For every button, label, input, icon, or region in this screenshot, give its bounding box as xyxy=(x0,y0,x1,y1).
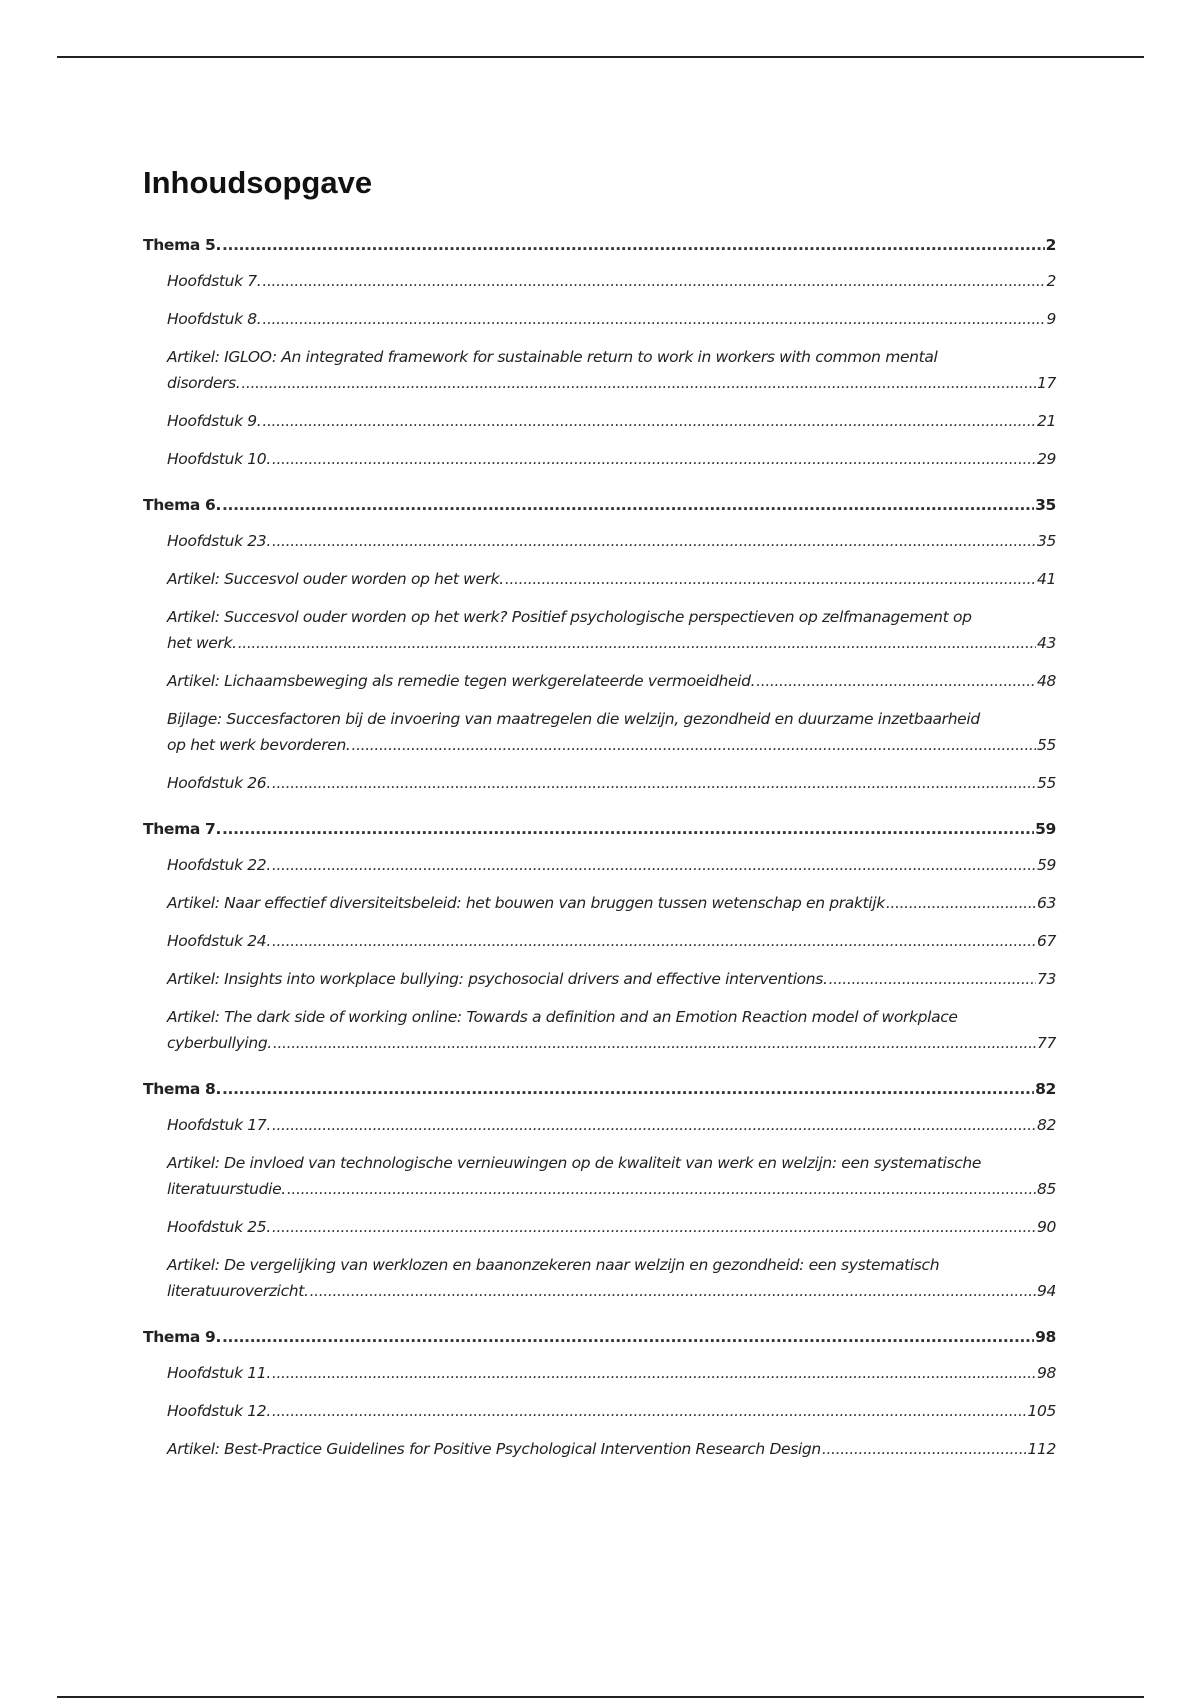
toc-page-number: 112 xyxy=(1027,1440,1056,1458)
dot-leader xyxy=(262,408,1036,434)
toc-theme-label: Thema 7. xyxy=(143,820,221,838)
toc-page-number: 77 xyxy=(1036,1034,1056,1052)
toc-entry-label: Artikel: Naar effectief diversiteitsbeleid: het bouwen van bruggen tussen wetenschap en praktijk xyxy=(167,894,885,912)
toc-entry-label: Artikel: Insights into workplace bullying: psychosocial drivers and effective interventions. xyxy=(167,970,828,988)
toc-entry-label: literatuurstudie. xyxy=(167,1180,286,1198)
toc-page-number: 98 xyxy=(1035,1328,1056,1346)
toc-entry[interactable] xyxy=(167,890,1056,916)
toc-entry-label: Artikel: Succesvol ouder worden op het werk. xyxy=(167,570,504,588)
toc-entry[interactable] xyxy=(167,1150,1056,1202)
toc-entry[interactable] xyxy=(167,566,1056,592)
toc-entry[interactable] xyxy=(167,668,1056,694)
dot-leader xyxy=(272,446,1036,472)
toc-theme-9[interactable] xyxy=(143,1324,1056,1350)
toc-entry-line1: Artikel: The dark side of working online: Towards a definition and an Emotion Reaction model of workplace xyxy=(167,1008,958,1026)
toc-theme-7[interactable] xyxy=(143,816,1056,842)
toc-theme-6[interactable] xyxy=(143,492,1056,518)
toc-page-number: 29 xyxy=(1036,450,1056,468)
toc-theme-label: Thema 6. xyxy=(143,496,221,514)
toc-entry[interactable] xyxy=(167,604,1056,656)
dot-leader xyxy=(262,268,1045,294)
toc-entry[interactable] xyxy=(167,928,1056,954)
toc-entry-line1: Artikel: De invloed van technologische vernieuwingen op de kwaliteit van werk en welzijn: een systematische xyxy=(167,1154,982,1172)
toc-theme-label: Thema 9. xyxy=(143,1328,221,1346)
toc-page-number: 17 xyxy=(1036,374,1056,392)
toc-page-number: 82 xyxy=(1035,1080,1056,1098)
dot-leader xyxy=(241,370,1036,396)
toc-entry-label: het werk. xyxy=(167,634,237,652)
toc-entry-label: Hoofdstuk 7. xyxy=(167,272,262,290)
toc-page-number: 105 xyxy=(1027,1402,1056,1420)
toc-page-number: 90 xyxy=(1036,1218,1056,1236)
toc-entry[interactable] xyxy=(167,1004,1056,1056)
toc-theme-5[interactable] xyxy=(143,232,1056,258)
dot-leader xyxy=(310,1278,1036,1304)
dot-leader xyxy=(822,1436,1027,1462)
toc-entry-label: cyberbullying. xyxy=(167,1034,272,1052)
dot-leader xyxy=(222,1076,1034,1102)
toc-entry[interactable] xyxy=(167,1360,1056,1386)
toc-page-number: 48 xyxy=(1036,672,1056,690)
toc-entry-label: Hoofdstuk 22. xyxy=(167,856,271,874)
toc-entry[interactable] xyxy=(167,1112,1056,1138)
toc-title: Inhoudsopgave xyxy=(143,165,373,200)
toc-entry-line1: Artikel: Succesvol ouder worden op het werk? Positief psychologische perspectieven op zelfmanagement op xyxy=(167,608,972,626)
toc-page-number: 59 xyxy=(1035,820,1056,838)
toc-entry-label: Hoofdstuk 9. xyxy=(167,412,262,430)
toc-entry-line1: Artikel: IGLOO: An integrated framework for sustainable return to work in workers with common mental xyxy=(167,348,938,366)
dot-leader xyxy=(272,1214,1036,1240)
dot-leader xyxy=(505,566,1036,592)
toc-entry[interactable] xyxy=(167,408,1056,434)
dot-leader xyxy=(272,928,1036,954)
dot-leader xyxy=(886,890,1036,916)
toc-entry[interactable] xyxy=(167,344,1056,396)
dot-leader xyxy=(756,668,1036,694)
dot-leader xyxy=(222,232,1045,258)
dot-leader xyxy=(222,492,1034,518)
dot-leader xyxy=(352,732,1036,758)
toc-entry[interactable] xyxy=(167,770,1056,796)
toc-entry-label: Artikel: Lichaamsbeweging als remedie tegen werkgerelateerde vermoeidheid. xyxy=(167,672,756,690)
toc-entry-label: literatuuroverzicht. xyxy=(167,1282,309,1300)
toc-page-number: 82 xyxy=(1036,1116,1056,1134)
toc-entry[interactable] xyxy=(167,1398,1056,1424)
toc-page-number: 55 xyxy=(1036,774,1056,792)
toc-page-number: 63 xyxy=(1036,894,1056,912)
toc-entry[interactable] xyxy=(167,528,1056,554)
toc-entry-label: Hoofdstuk 24. xyxy=(167,932,271,950)
dot-leader xyxy=(287,1176,1036,1202)
toc-entry[interactable] xyxy=(167,1214,1056,1240)
dot-leader xyxy=(273,1030,1036,1056)
dot-leader xyxy=(272,1112,1036,1138)
toc-entry-label: Hoofdstuk 25. xyxy=(167,1218,271,1236)
toc-entry[interactable] xyxy=(167,966,1056,992)
toc-page-number: 98 xyxy=(1036,1364,1056,1382)
toc-page-number: 85 xyxy=(1036,1180,1056,1198)
toc-entry[interactable] xyxy=(167,1252,1056,1304)
toc-entry-label: Hoofdstuk 26. xyxy=(167,774,271,792)
toc-page-number: 73 xyxy=(1036,970,1056,988)
toc-page-number: 35 xyxy=(1035,496,1056,514)
toc-theme-8[interactable] xyxy=(143,1076,1056,1102)
dot-leader xyxy=(262,306,1045,332)
toc-entry-label: Artikel: Best-Practice Guidelines for Positive Psychological Intervention Research Design xyxy=(167,1440,821,1458)
toc-entry-label: Hoofdstuk 17. xyxy=(167,1116,271,1134)
dot-leader xyxy=(238,630,1036,656)
toc-page-number: 2 xyxy=(1046,272,1056,290)
toc-entry-label: Hoofdstuk 23. xyxy=(167,532,271,550)
toc-entry[interactable] xyxy=(167,852,1056,878)
dot-leader xyxy=(272,1360,1036,1386)
footer-rule xyxy=(57,1696,1144,1698)
toc-entry[interactable] xyxy=(167,706,1056,758)
dot-leader xyxy=(829,966,1036,992)
toc-page-number: 43 xyxy=(1036,634,1056,652)
toc-entry-line1: Bijlage: Succesfactoren bij de invoering van maatregelen die welzijn, gezondheid en duurzame inzetbaarheid xyxy=(167,710,980,728)
toc-entry-line1: Artikel: De vergelijking van werklozen en baanonzekeren naar welzijn en gezondheid: een systematisch xyxy=(167,1256,940,1274)
dot-leader xyxy=(272,1398,1027,1424)
header-rule xyxy=(57,56,1144,58)
dot-leader xyxy=(222,816,1034,842)
toc-page-number: 94 xyxy=(1036,1282,1056,1300)
toc-page-number: 67 xyxy=(1036,932,1056,950)
toc-page-number: 41 xyxy=(1036,570,1056,588)
toc-theme-label: Thema 8. xyxy=(143,1080,221,1098)
toc-entry-label: Hoofdstuk 8. xyxy=(167,310,262,328)
toc-entry-label: Hoofdstuk 10. xyxy=(167,450,271,468)
toc-entry[interactable] xyxy=(167,306,1056,332)
toc-page-number: 21 xyxy=(1036,412,1056,430)
toc-page-number: 35 xyxy=(1036,532,1056,550)
dot-leader xyxy=(272,852,1036,878)
toc-entry-label: Hoofdstuk 12. xyxy=(167,1402,271,1420)
toc-theme-label: Thema 5. xyxy=(143,236,221,254)
toc-page-number: 55 xyxy=(1036,736,1056,754)
toc-entry[interactable] xyxy=(167,1436,1056,1462)
dot-leader xyxy=(222,1324,1034,1350)
toc-entry[interactable] xyxy=(167,268,1056,294)
toc-page-number: 2 xyxy=(1045,236,1056,254)
toc-entry-label: Hoofdstuk 11. xyxy=(167,1364,271,1382)
toc-entry[interactable] xyxy=(167,446,1056,472)
dot-leader xyxy=(272,770,1036,796)
toc-page-number: 9 xyxy=(1046,310,1056,328)
toc-entry-label: disorders. xyxy=(167,374,241,392)
toc-entry-label: op het werk bevorderen. xyxy=(167,736,351,754)
dot-leader xyxy=(272,528,1036,554)
table-of-contents xyxy=(143,232,1056,1462)
toc-page-number: 59 xyxy=(1036,856,1056,874)
